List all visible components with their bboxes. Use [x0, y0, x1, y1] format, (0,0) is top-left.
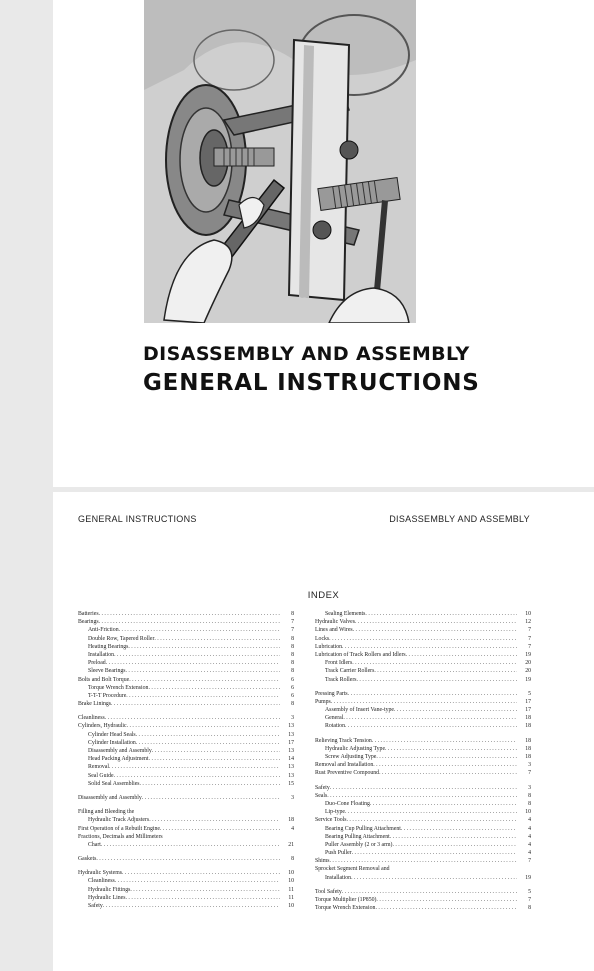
dot-leader [330, 784, 517, 792]
index-entry-page: 18 [525, 723, 531, 730]
index-entry [78, 902, 294, 910]
index-entry [78, 676, 294, 684]
index-entry [315, 753, 531, 761]
index-entry [315, 706, 531, 714]
dot-leader [105, 714, 280, 722]
index-entry-text: General [325, 715, 344, 722]
dot-leader [136, 731, 280, 739]
index-entry-text: Double Row, Tapered Roller [88, 635, 155, 642]
index-entry-text: T-T-T Procedure [88, 692, 127, 699]
index-entry-page: 10 [288, 870, 294, 877]
index-entry-text: Bearing Pulling Attachment [325, 833, 390, 840]
index-entry-page: 13 [288, 731, 294, 738]
index-entry-page: 8 [291, 668, 294, 675]
index-entry-text: Track Rollers [325, 676, 357, 683]
index-entry-page: 20 [525, 668, 531, 675]
index-entry-page: 15 [288, 780, 294, 787]
index-entry-page: 21 [288, 841, 294, 848]
dot-leader [106, 659, 280, 667]
index-entry [315, 874, 531, 882]
index-entry-page: 4 [528, 817, 531, 824]
index-entry-text: Pressing Parts [315, 690, 348, 697]
index-entry [315, 833, 531, 841]
index-entry-text: Push Puller [325, 850, 352, 857]
index-entry-text: Hydraulic Lines [88, 894, 126, 901]
index-entry [78, 833, 294, 841]
index-entry-text: Cylinder Head Seals [88, 731, 136, 738]
index-column-right [315, 610, 531, 912]
index-entry [78, 747, 294, 755]
index-entry-page: 3 [528, 762, 531, 769]
index-entry-text: Gaskets [78, 856, 97, 863]
dot-leader [329, 635, 517, 643]
dot-leader [330, 857, 518, 865]
index-entry [315, 667, 531, 675]
index-entry-page: 8 [291, 660, 294, 667]
index-entry-page: 5 [528, 690, 531, 697]
dot-leader [379, 769, 517, 777]
index-entry-text: Fractions, Decimals and Millimeters [78, 833, 163, 840]
index-entry-text: Track Carrier Rollers [325, 668, 375, 675]
index-entry [78, 808, 294, 816]
index-entry [78, 700, 294, 708]
dot-leader [390, 865, 517, 873]
index-entry-page: 8 [291, 643, 294, 650]
dot-leader [376, 896, 517, 904]
index-entry-text: Installation [88, 651, 115, 658]
dot-leader [128, 643, 280, 651]
index-entry-page: 12 [525, 619, 531, 626]
index-entry-page: 8 [291, 651, 294, 658]
dot-leader [401, 825, 517, 833]
index-entry [78, 635, 294, 643]
index-entry [315, 610, 531, 618]
index-entry [78, 780, 294, 788]
index-entry-text: Solid Seal Assemblies [88, 780, 140, 787]
puller-illustration [144, 0, 416, 323]
index-entry-text: Hydraulic Systems [78, 870, 122, 877]
index-entry-page: 17 [525, 707, 531, 714]
index-entry-page: 8 [291, 635, 294, 642]
dot-leader [109, 763, 280, 771]
index-entry-text: Locks [315, 635, 330, 642]
index-entry-text: Anti-Friction [88, 627, 119, 634]
dot-leader [353, 626, 517, 634]
index-entry [315, 769, 531, 777]
dot-leader [152, 747, 280, 755]
index-entry-text: Torque Wrench Extension [88, 684, 149, 691]
index-entry [315, 761, 531, 769]
index-entry-text: Duo-Cone Floating [325, 800, 370, 807]
dot-leader [99, 610, 280, 618]
index-entry-text: Tool Safety [315, 888, 342, 895]
index-entry-text: Chart [88, 841, 101, 848]
dot-leader [119, 626, 280, 634]
index-entry [315, 865, 531, 873]
index-entry [315, 737, 531, 745]
index-entry-page: 3 [291, 794, 294, 801]
index-entry-text: Cylinders, Hydraulic [78, 723, 127, 730]
index-entry [78, 626, 294, 634]
dot-leader [140, 780, 280, 788]
index-entry-page: 10 [288, 903, 294, 909]
index-entry [315, 792, 531, 800]
dot-leader [372, 737, 517, 745]
index-entry [315, 784, 531, 792]
index-entry [315, 643, 531, 651]
index-entry [315, 618, 531, 626]
dot-leader [357, 676, 517, 684]
index-entry-text: Pumps [315, 698, 331, 705]
index-entry-text: Lubrication [315, 643, 343, 650]
index-entry-text: Safety [315, 784, 330, 791]
index-entry-text: Hydraulic Adjusting Type [325, 745, 386, 752]
index-entry-page: 7 [528, 897, 531, 903]
index-entry-page: 4 [528, 825, 531, 832]
index-entry [78, 610, 294, 618]
index-entry-page: 17 [288, 739, 294, 746]
dot-leader [127, 722, 280, 730]
index-entry-text: Puller Assembly (2 or 3 arm) [325, 841, 393, 848]
index-entry-text: Cleanliness [88, 878, 115, 885]
index-entry-page: 3 [528, 784, 531, 791]
index-entry [315, 651, 531, 659]
index-entry-page: 8 [528, 905, 531, 912]
index-entry-page: 7 [528, 858, 531, 865]
index-entry-text: Lip-type [325, 809, 345, 816]
index-entry-page: 7 [528, 770, 531, 777]
dot-leader [394, 706, 517, 714]
dot-leader [327, 792, 517, 800]
index-entry [78, 739, 294, 747]
index-entry [78, 841, 294, 849]
dot-leader [154, 635, 280, 643]
index-entry [78, 667, 294, 675]
index-entry [315, 690, 531, 698]
index-entry [315, 635, 531, 643]
index-entry-text: Removal [88, 764, 109, 771]
index-entry-text: Shims [315, 858, 330, 865]
index-entry-page: 11 [288, 894, 294, 901]
index-entry-text: Cylinder Installation [88, 739, 136, 746]
index-entry-text: Hydraulic Valves [315, 619, 355, 626]
puller-drawing [144, 0, 416, 323]
dot-leader [122, 869, 280, 877]
dot-leader [392, 841, 517, 849]
dot-leader [126, 894, 280, 902]
index-entry-page: 7 [528, 643, 531, 650]
dot-leader [96, 855, 280, 863]
index-entry [78, 825, 294, 833]
index-entry [78, 877, 294, 885]
index-entry [315, 857, 531, 865]
index-entry-page: 17 [525, 698, 531, 705]
dot-leader [342, 643, 517, 651]
index-entry-page: 7 [528, 627, 531, 634]
index-entry [315, 816, 531, 824]
index-entry-page: 19 [525, 676, 531, 683]
dot-leader [345, 722, 517, 730]
index-entry-text: Hydraulic Track Adjusters [88, 817, 150, 824]
dot-leader [136, 739, 280, 747]
index-entry-text: Filling and Bleeding the [78, 809, 135, 816]
index-entry-page: 4 [528, 833, 531, 840]
index-entry [78, 816, 294, 824]
index-entry [78, 643, 294, 651]
cover-title-line1: DISASSEMBLY AND ASSEMBLY [143, 343, 470, 365]
index-entry [78, 772, 294, 780]
index-entry [78, 731, 294, 739]
index-entry-text: Brake Linings [78, 701, 112, 708]
dot-leader [390, 833, 517, 841]
dot-leader [355, 618, 517, 626]
dot-leader [126, 667, 280, 675]
index-entry-text: Bearing Cup Pulling Attachment [325, 825, 401, 832]
index-entry-text: Cleanliness [78, 715, 105, 722]
dot-leader [345, 808, 517, 816]
index-entry-text: Assembly of Insert Vane-type [325, 707, 394, 714]
dot-leader [374, 667, 517, 675]
index-entry-text: Bolts and Bolt Torque [78, 676, 130, 683]
index-entry-text: Seal Guide [88, 772, 114, 779]
index-entry [315, 745, 531, 753]
dot-leader [331, 698, 517, 706]
index-entry-page [280, 833, 294, 841]
index-entry-text: Disassembly and Assembly [88, 748, 152, 754]
index-entry-page: 13 [288, 764, 294, 771]
dot-leader [142, 794, 280, 802]
index-entry [78, 855, 294, 863]
index-entry [78, 794, 294, 802]
index-entry-text: Lubrication of Track Rollers and Idlers [315, 651, 406, 658]
index-entry [315, 849, 531, 857]
index-entry-text: Safety [88, 903, 103, 909]
index-entry [315, 825, 531, 833]
index-entry [315, 626, 531, 634]
index-entry-page: 8 [291, 856, 294, 863]
index-entry-page: 13 [288, 723, 294, 730]
dot-leader [111, 700, 280, 708]
index-entry [315, 808, 531, 816]
index-entry-page: 19 [525, 651, 531, 658]
index-entry-page: 18 [525, 715, 531, 722]
dot-leader [406, 651, 517, 659]
index-entry-page: 10 [525, 611, 531, 617]
dot-leader [352, 659, 517, 667]
index-entry-text: Sleeve Bearings [88, 668, 126, 675]
index-entry [78, 659, 294, 667]
index-entry-page: 10 [525, 809, 531, 816]
index-entry [315, 698, 531, 706]
index-entry-text: Sealing Elements [325, 611, 366, 617]
dot-leader [129, 676, 280, 684]
dot-leader [148, 684, 280, 692]
dot-leader [103, 902, 280, 910]
index-entry [78, 755, 294, 763]
index-entry [315, 676, 531, 684]
index-entry-text: Preload [88, 660, 106, 667]
index-entry-page: 18 [525, 737, 531, 744]
index-entry [315, 659, 531, 667]
dot-leader [342, 888, 517, 896]
dot-leader [101, 841, 280, 849]
index-entry [78, 651, 294, 659]
index-entry-page: 7 [291, 627, 294, 634]
index-entry-page: 7 [528, 635, 531, 642]
index-entry-text: Hydraulic Fittings [88, 886, 131, 893]
dot-leader [134, 808, 280, 816]
index-entry [78, 869, 294, 877]
dot-leader [99, 618, 280, 626]
dot-leader [352, 849, 517, 857]
index-entry-page: 18 [525, 745, 531, 752]
index-entry-page: 18 [525, 754, 531, 760]
index-entry-page: 10 [288, 878, 294, 885]
index-entry-text: Sprocket Segment Removal and [315, 866, 390, 873]
index-entry-page: 6 [291, 684, 294, 691]
index-entry-page: 7 [291, 619, 294, 626]
index-entry-text: Torque Wrench Extension [315, 905, 376, 912]
index-entry [315, 722, 531, 730]
index-entry [78, 618, 294, 626]
index-entry-text: Bearings [78, 619, 99, 626]
index-entry-page: 19 [525, 874, 531, 881]
index-entry-text: Batteries [78, 611, 99, 617]
dot-leader [385, 745, 517, 753]
index-entry-page: 18 [288, 817, 294, 824]
dot-leader [115, 877, 280, 885]
dot-leader [343, 714, 517, 722]
index-entry-page: 6 [291, 692, 294, 699]
index-entry [78, 894, 294, 902]
index-entry-text: Relieving Track Tension [315, 737, 372, 744]
dot-leader [130, 886, 280, 894]
index-entry-text: Removal and Installation [315, 762, 374, 769]
index-entry-text: Seals [315, 792, 328, 799]
index-entry [78, 722, 294, 730]
dot-leader [149, 755, 280, 763]
cover-page [53, 0, 594, 487]
index-entry-page: 8 [528, 792, 531, 799]
index-entry-text: Screw Adjusting Type [325, 754, 377, 760]
index-entry-text: Lines and Wires [315, 627, 353, 634]
index-entry-page: 4 [291, 825, 294, 832]
index-entry-page: 4 [528, 841, 531, 848]
dot-leader [126, 692, 280, 700]
index-entry-text: First Operation of a Rebuilt Engine [78, 825, 160, 832]
cover-title-line2: GENERAL INSTRUCTIONS [143, 370, 480, 396]
running-header-right: DISASSEMBLY AND ASSEMBLY [389, 514, 530, 524]
index-entry-text: Rust Preventive Compound [315, 770, 380, 777]
dot-leader [149, 816, 280, 824]
index-entry-text: Rotation [325, 723, 345, 730]
index-entry-page: 5 [528, 888, 531, 895]
index-entry [78, 886, 294, 894]
index-heading: INDEX [307, 590, 340, 601]
index-entry-text: Front Idlers [325, 660, 353, 667]
index-entry [315, 904, 531, 912]
dot-leader [163, 833, 280, 841]
dot-leader [347, 816, 517, 824]
index-entry-page: 13 [288, 772, 294, 779]
dot-leader [351, 874, 517, 882]
index-entry-text: Head Packing Adjustment [88, 756, 149, 763]
index-entry-page: 6 [291, 676, 294, 683]
dot-leader [114, 772, 280, 780]
index-entry-text: Service Tools [315, 817, 347, 824]
index-entry [315, 800, 531, 808]
index-entry [78, 714, 294, 722]
dot-leader [114, 651, 280, 659]
dot-leader [348, 690, 517, 698]
index-entry-page: 20 [525, 660, 531, 667]
dot-leader [373, 761, 517, 769]
index-column-left [78, 610, 294, 910]
index-entry-page: 13 [288, 748, 294, 754]
dot-leader [160, 825, 280, 833]
index-entry [78, 692, 294, 700]
index-entry-page: 14 [288, 756, 294, 763]
index-entry-page: 4 [528, 850, 531, 857]
running-header-left: GENERAL INSTRUCTIONS [78, 514, 197, 524]
dot-leader [370, 800, 517, 808]
index-entry-page [280, 808, 294, 816]
index-entry-page: 8 [291, 701, 294, 708]
index-page [53, 492, 594, 971]
index-entry-page: 8 [291, 611, 294, 617]
index-entry [315, 888, 531, 896]
index-entry-text: Heating Bearings [88, 643, 129, 650]
index-entry-page: 11 [288, 886, 294, 893]
index-entry [315, 714, 531, 722]
index-entry-text: Installation [325, 874, 352, 881]
index-entry-text: Torque Multiplier (1P850) [315, 897, 377, 903]
index-entry-text: Disassembly and Assembly [78, 794, 142, 801]
dot-leader [365, 610, 517, 618]
index-entry-page [517, 865, 531, 873]
index-entry-page: 8 [528, 800, 531, 807]
index-entry [78, 684, 294, 692]
index-entry [315, 896, 531, 904]
dot-leader [375, 904, 517, 912]
dot-leader [376, 753, 517, 761]
index-entry-page: 3 [291, 715, 294, 722]
index-entry [315, 841, 531, 849]
index-entry [78, 763, 294, 771]
